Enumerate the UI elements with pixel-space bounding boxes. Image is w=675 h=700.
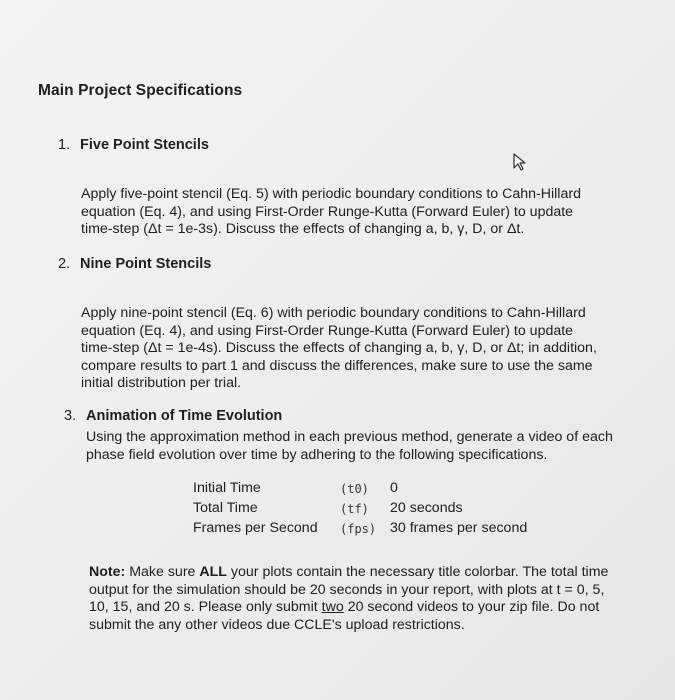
section-number: 3.	[64, 408, 77, 424]
section-2-heading	[58, 256, 211, 272]
spec-label: Total Time	[193, 500, 258, 516]
section-1-heading	[58, 137, 209, 153]
section-number: 2.	[58, 256, 71, 272]
spec-label: Initial Time	[193, 480, 261, 496]
spec-code: (t0)	[340, 482, 369, 496]
note-emphasis: ALL	[199, 564, 227, 580]
note-paragraph	[89, 564, 649, 634]
section-3-body	[86, 429, 661, 464]
section-heading-text: Animation of Time Evolution	[86, 408, 283, 424]
page-title: Main Project Specifications	[38, 82, 243, 99]
body-line: compare results to part 1 and discuss the differences, make sure to use the same	[81, 357, 593, 374]
note-text: 10, 15, and 20 s. Please only submit	[89, 599, 322, 615]
body-line: Apply nine-point stencil (Eq. 6) with periodic boundary conditions to Cahn-Hillard	[81, 305, 586, 321]
body-line: equation (Eq. 4), and using First-Order Runge-Kutta (Forward Euler) to update	[81, 322, 574, 339]
section-1-body	[81, 186, 661, 239]
note-text: your plots contain the necessary title colorbar. The total time	[226, 564, 609, 580]
body-line: time-step (Δt = 1e-3s). Discuss the effects of changing a, b, γ, D, or Δt.	[81, 221, 525, 237]
body-line: phase field evolution over time by adhering to the following specifications.	[86, 446, 548, 463]
note-prefix: Note:	[89, 564, 126, 580]
spec-code: (fps)	[340, 522, 377, 536]
mouse-pointer-icon	[512, 153, 528, 171]
spec-value: 30 frames per second	[390, 520, 528, 536]
spec-label: Frames per Second	[193, 520, 318, 536]
body-line: initial distribution per trial.	[81, 375, 242, 391]
body-line: equation (Eq. 4), and using First-Order Runge-Kutta (Forward Euler) to update	[81, 203, 574, 220]
note-text: submit the any other videos due CCLE's upload restrictions.	[89, 616, 465, 633]
body-line: time-step (Δt = 1e-4s). Discuss the effects of changing a, b, γ, D, or Δt; in addition,	[81, 340, 597, 356]
section-3-heading	[64, 408, 282, 424]
body-line: Using the approximation method in each previous method, generate a video of each	[86, 429, 613, 445]
section-heading-text: Nine Point Stencils	[80, 256, 212, 272]
note-text: 20 second videos to your zip file. Do not	[343, 599, 600, 615]
spec-value: 20 seconds	[390, 500, 463, 516]
section-number: 1.	[58, 137, 71, 153]
note-text: output for the simulation should be 20 seconds in your report, with plots at t = 0, 5,	[89, 581, 605, 598]
section-2-body	[81, 305, 661, 393]
note-underlined: two	[321, 599, 344, 615]
note-text: Make sure	[125, 564, 200, 580]
spec-value: 0	[390, 480, 398, 496]
body-line: Apply five-point stencil (Eq. 5) with periodic boundary conditions to Cahn-Hillard	[81, 186, 581, 202]
spec-code: (tf)	[340, 502, 369, 516]
section-heading-text: Five Point Stencils	[80, 137, 209, 153]
